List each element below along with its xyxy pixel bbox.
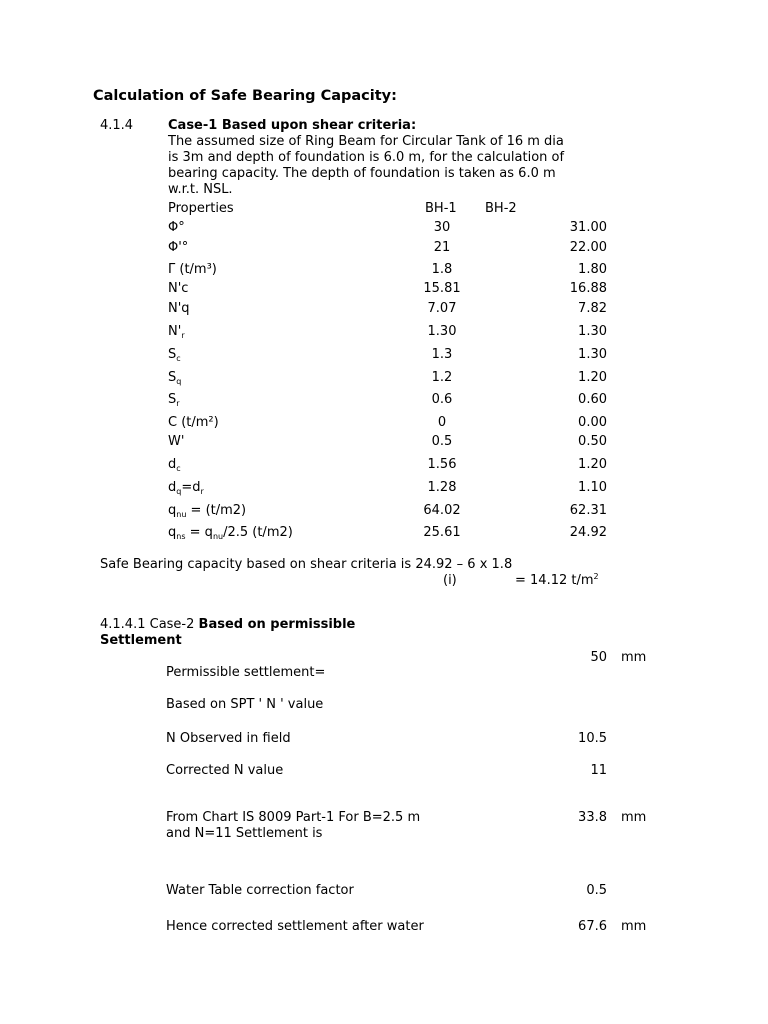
- bh1-value: 21: [433, 240, 451, 255]
- section-paragraph-line: bearing capacity. The depth of foundation is taken as 6.0 m: [168, 166, 556, 181]
- property-label: Φ°: [168, 220, 185, 235]
- water-table-label: Water Table correction factor: [166, 883, 354, 898]
- table-row: [0, 262, 768, 278]
- corrected-n-value: 11: [590, 763, 607, 778]
- chart-settlement-unit: mm: [621, 810, 647, 825]
- bh2-value: 1.30: [578, 324, 607, 339]
- subsection-number: [100, 617, 355, 633]
- property-label: $d_c$: [168, 457, 181, 473]
- bh1-value: 1.3: [431, 347, 453, 362]
- bh1-value: 0.5: [431, 434, 453, 449]
- property-label: N'q: [168, 301, 190, 316]
- bh1-value: 0: [437, 415, 447, 430]
- bh2-value: 0.50: [578, 434, 607, 449]
- bh1-value: 15.81: [423, 281, 461, 296]
- bh1-value: 1.30: [427, 324, 457, 339]
- property-label: Φ'°: [168, 240, 189, 255]
- bh1-value: 30: [433, 220, 451, 235]
- property-label: $q_{ns} = q_{nu}/2.5$ (t/m2): [168, 525, 293, 541]
- permissible-settlement-unit: mm: [621, 650, 647, 665]
- chart-settlement-label: From Chart IS 8009 Part-1 For B=2.5 m: [166, 810, 421, 825]
- property-label: $q_{nu} = (t/m2)$: [168, 503, 247, 519]
- table-row: [0, 525, 768, 541]
- bh2-value: 22.00: [569, 240, 607, 255]
- bh1-value: 1.56: [427, 457, 457, 472]
- bh2-value: 1.80: [578, 262, 607, 277]
- page-heading: Calculation of Safe Bearing Capacity:: [93, 88, 397, 104]
- property-label: $S_c$: [168, 347, 181, 363]
- equation-ref: (i): [443, 573, 457, 588]
- subsection-number-case: 4.1.4.1 Case-2: [100, 617, 195, 632]
- table-row: [0, 480, 768, 496]
- property-label: C (t/m²): [168, 415, 219, 430]
- table-row: [0, 392, 768, 408]
- section-number: 4.1.4: [100, 118, 134, 133]
- table-row: [0, 415, 768, 431]
- bh1-value: 1.8: [431, 262, 453, 277]
- safe-bearing-line: Safe Bearing capacity based on shear criteria is 24.92 – 6 x 1.8: [100, 557, 513, 572]
- subsection-title: Based on permissible: [198, 617, 356, 632]
- table-row: [0, 240, 768, 256]
- property-label: $N'_r$: [168, 324, 185, 340]
- chart-settlement-value: 33.8: [578, 810, 607, 825]
- bh1-value: 64.02: [423, 503, 461, 518]
- table-header-properties: Properties: [168, 201, 234, 216]
- subsection-title-cont: Settlement: [100, 633, 182, 648]
- bh2-value: 1.10: [578, 480, 607, 495]
- n-observed-label: N Observed in field: [166, 731, 291, 746]
- bh2-value: 62.31: [569, 503, 607, 518]
- permissible-settlement-label: Permissible settlement=: [166, 665, 326, 680]
- chart-settlement-label-cont: and N=11 Settlement is: [166, 826, 323, 841]
- table-row: [0, 370, 768, 386]
- table-row: [0, 324, 768, 340]
- safe-bearing-value: = 14.12 $t/m^2$: [515, 572, 599, 588]
- corrected-settlement-unit: mm: [621, 919, 647, 934]
- corrected-settlement-label: Hence corrected settlement after water: [166, 919, 424, 934]
- water-table-value: 0.5: [586, 883, 607, 898]
- table-row: [0, 347, 768, 363]
- corrected-n-label: Corrected N value: [166, 763, 284, 778]
- table-row: [0, 434, 768, 450]
- property-label: W': [168, 434, 185, 449]
- bh1-value: 7.07: [427, 301, 457, 316]
- table-row: [0, 503, 768, 519]
- bh1-value: 25.61: [423, 525, 461, 540]
- bh2-value: 1.20: [578, 370, 607, 385]
- bh2-value: 0.60: [578, 392, 607, 407]
- table-row: [0, 457, 768, 473]
- bh2-value: 24.92: [569, 525, 607, 540]
- bh2-value: 31.00: [569, 220, 607, 235]
- property-label: $S_q$: [168, 370, 182, 386]
- section-paragraph-line: w.r.t. NSL.: [168, 182, 233, 197]
- property-label: N'c: [168, 281, 189, 296]
- bh1-value: 1.2: [431, 370, 453, 385]
- bh2-value: 1.20: [578, 457, 607, 472]
- spt-label: Based on SPT ' N ' value: [166, 697, 324, 712]
- permissible-settlement-value: 50: [590, 650, 607, 665]
- n-observed-value: 10.5: [578, 731, 607, 746]
- bh1-value: 1.28: [427, 480, 457, 495]
- corrected-settlement-value: 67.6: [578, 919, 607, 934]
- property-label: $S_r$: [168, 392, 180, 408]
- table-row: [0, 301, 768, 317]
- section-title: Case-1 Based upon shear criteria:: [168, 118, 417, 133]
- bh2-value: 7.82: [578, 301, 607, 316]
- bh2-value: 0.00: [578, 415, 607, 430]
- table-header-bh1: BH-1: [425, 201, 457, 216]
- table-header-bh2: BH-2: [485, 201, 517, 216]
- bh2-value: 16.88: [569, 281, 607, 296]
- property-label: $d_q=d_r$: [168, 480, 204, 496]
- section-paragraph-line: is 3m and depth of foundation is 6.0 m, for the calculation of: [168, 150, 565, 165]
- bh1-value: 0.6: [431, 392, 453, 407]
- section-paragraph-line: The assumed size of Ring Beam for Circular Tank of 16 m dia: [168, 134, 564, 149]
- table-row: [0, 220, 768, 236]
- bh2-value: 1.30: [578, 347, 607, 362]
- table-row: [0, 281, 768, 297]
- property-label: Γ (t/m³): [168, 262, 217, 277]
